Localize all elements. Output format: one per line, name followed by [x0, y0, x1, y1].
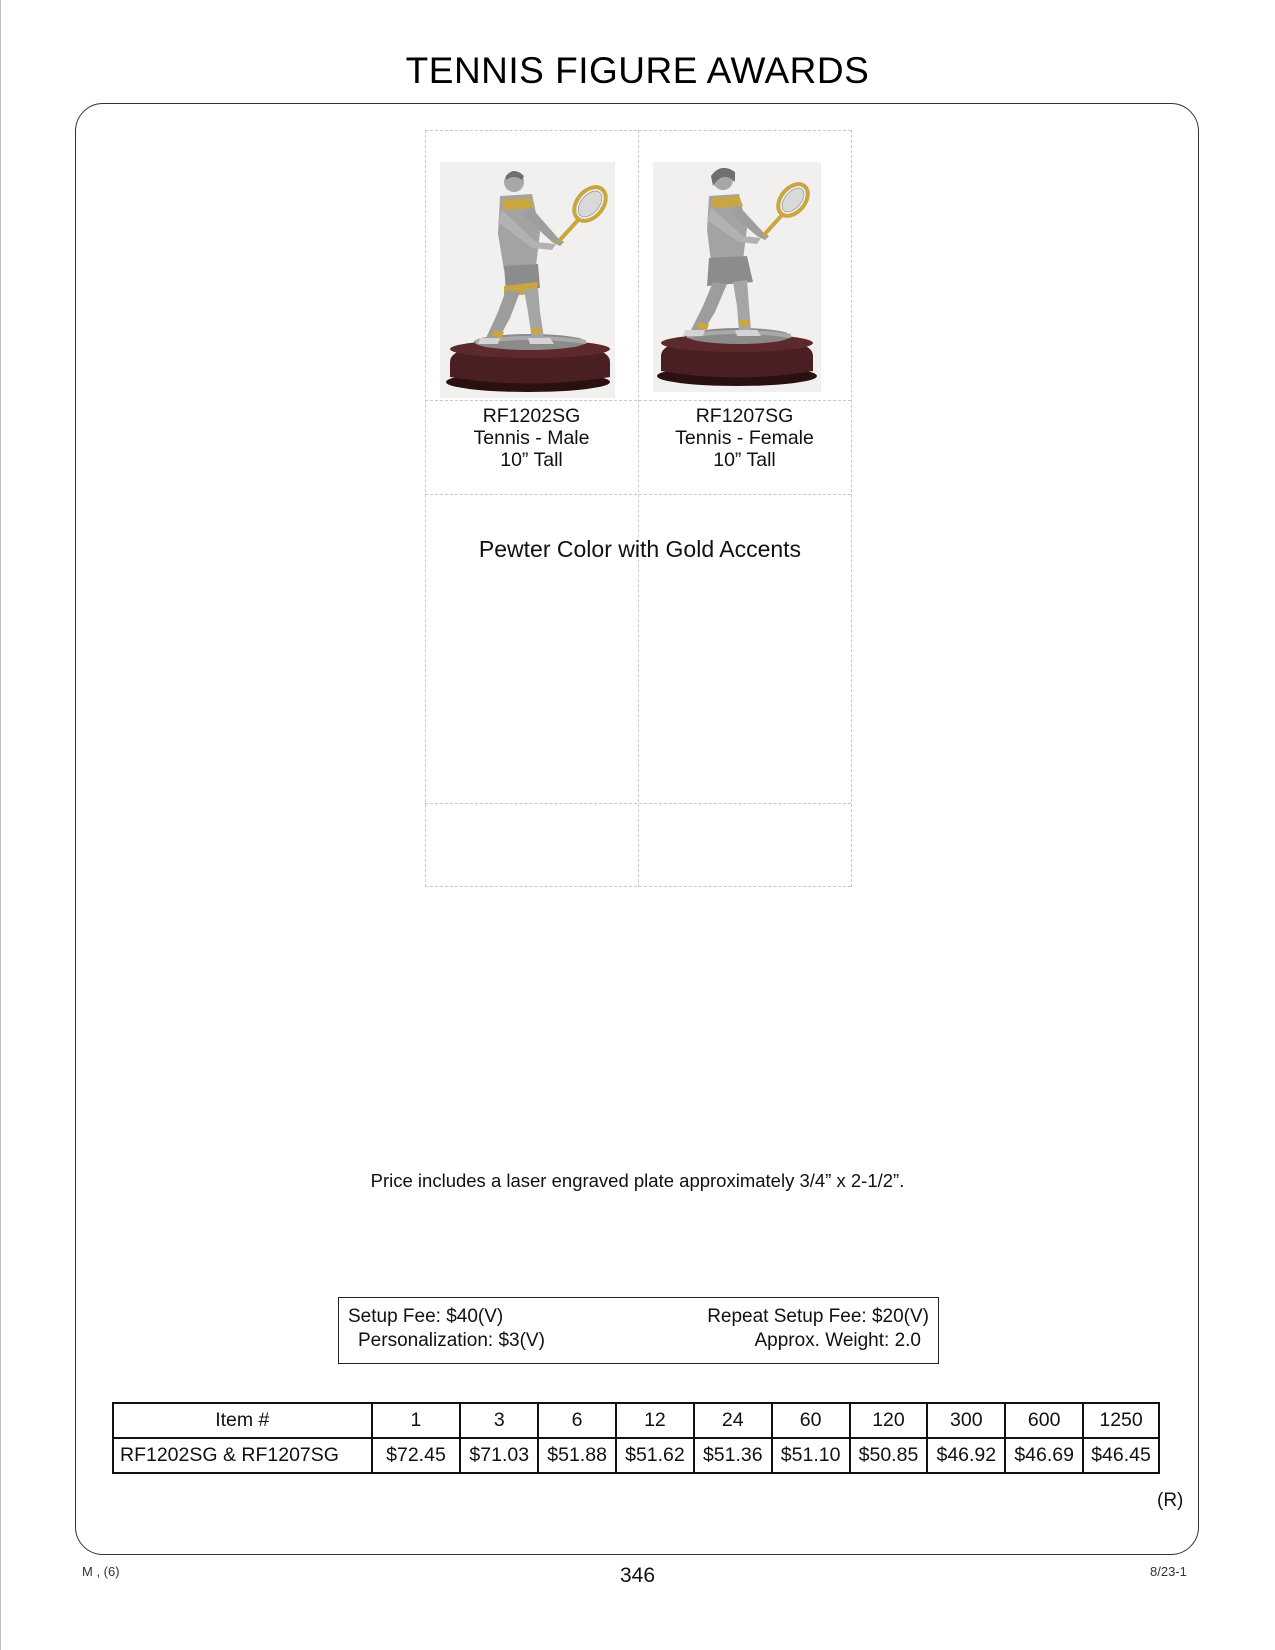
- repeat-setup-fee: Repeat Setup Fee: $20(V): [707, 1306, 929, 1327]
- page-edge-rule: [0, 0, 1, 1650]
- tennis-player-male-trophy-icon: [440, 162, 615, 398]
- table-cell: $46.45: [1083, 1438, 1159, 1473]
- footer-left: M , (6): [82, 1564, 120, 1579]
- column-header: Item #: [113, 1403, 372, 1438]
- approx-weight: Approx. Weight: 2.0: [754, 1330, 921, 1351]
- grid-line: [425, 803, 851, 804]
- setup-fee: Setup Fee: $40(V): [348, 1306, 504, 1327]
- product-size: 10” Tall: [500, 449, 563, 471]
- page-title: TENNIS FIGURE AWARDS: [405, 50, 870, 91]
- tennis-player-female-trophy-icon: [653, 162, 821, 392]
- grid-line: [425, 130, 426, 887]
- grid-line: [425, 494, 851, 495]
- table-cell: RF1202SG & RF1207SG: [113, 1438, 372, 1473]
- table-cell: $51.36: [694, 1438, 772, 1473]
- table-cell: $46.92: [927, 1438, 1005, 1473]
- column-header: 24: [694, 1403, 772, 1438]
- footer-right: 8/23-1: [1150, 1564, 1187, 1579]
- page-number: 346: [619, 1564, 656, 1587]
- column-header: 60: [772, 1403, 850, 1438]
- column-header: 120: [850, 1403, 928, 1438]
- personalization-fee: Personalization: $3(V): [358, 1330, 545, 1351]
- product-caption: [425, 405, 638, 471]
- plate-note: Price includes a laser engraved plate approximately 3/4” x 2-1/2”.: [370, 1170, 905, 1191]
- column-header: 1250: [1083, 1403, 1159, 1438]
- trademark-mark: (R): [1157, 1490, 1184, 1511]
- product-size: 10” Tall: [713, 449, 776, 471]
- table-cell: $72.45: [372, 1438, 461, 1473]
- grid-line: [425, 400, 851, 401]
- product-name: Tennis - Female: [675, 427, 814, 449]
- column-header: 600: [1005, 1403, 1083, 1438]
- price-table: [112, 1402, 1160, 1474]
- table-cell: $46.69: [1005, 1438, 1083, 1473]
- table-cell: $71.03: [460, 1438, 538, 1473]
- fees-box: [338, 1297, 939, 1364]
- column-header: 300: [927, 1403, 1005, 1438]
- column-header: 12: [616, 1403, 694, 1438]
- grid-line: [851, 130, 852, 887]
- table-row: [113, 1438, 1159, 1473]
- table-cell: $51.62: [616, 1438, 694, 1473]
- table-cell: $50.85: [850, 1438, 928, 1473]
- column-header: 3: [460, 1403, 538, 1438]
- column-header: 1: [372, 1403, 461, 1438]
- product-sku: RF1202SG: [482, 405, 581, 427]
- column-header: 6: [538, 1403, 616, 1438]
- product-caption: [638, 405, 851, 471]
- grid-line: [638, 130, 639, 887]
- grid-line: [425, 886, 851, 887]
- grid-line: [425, 130, 851, 131]
- table-cell: $51.88: [538, 1438, 616, 1473]
- product-name: Tennis - Male: [473, 427, 590, 449]
- price-table-header: [113, 1403, 1159, 1438]
- product-sku: RF1207SG: [695, 405, 794, 427]
- finish-description: Pewter Color with Gold Accents: [478, 536, 802, 562]
- table-cell: $51.10: [772, 1438, 850, 1473]
